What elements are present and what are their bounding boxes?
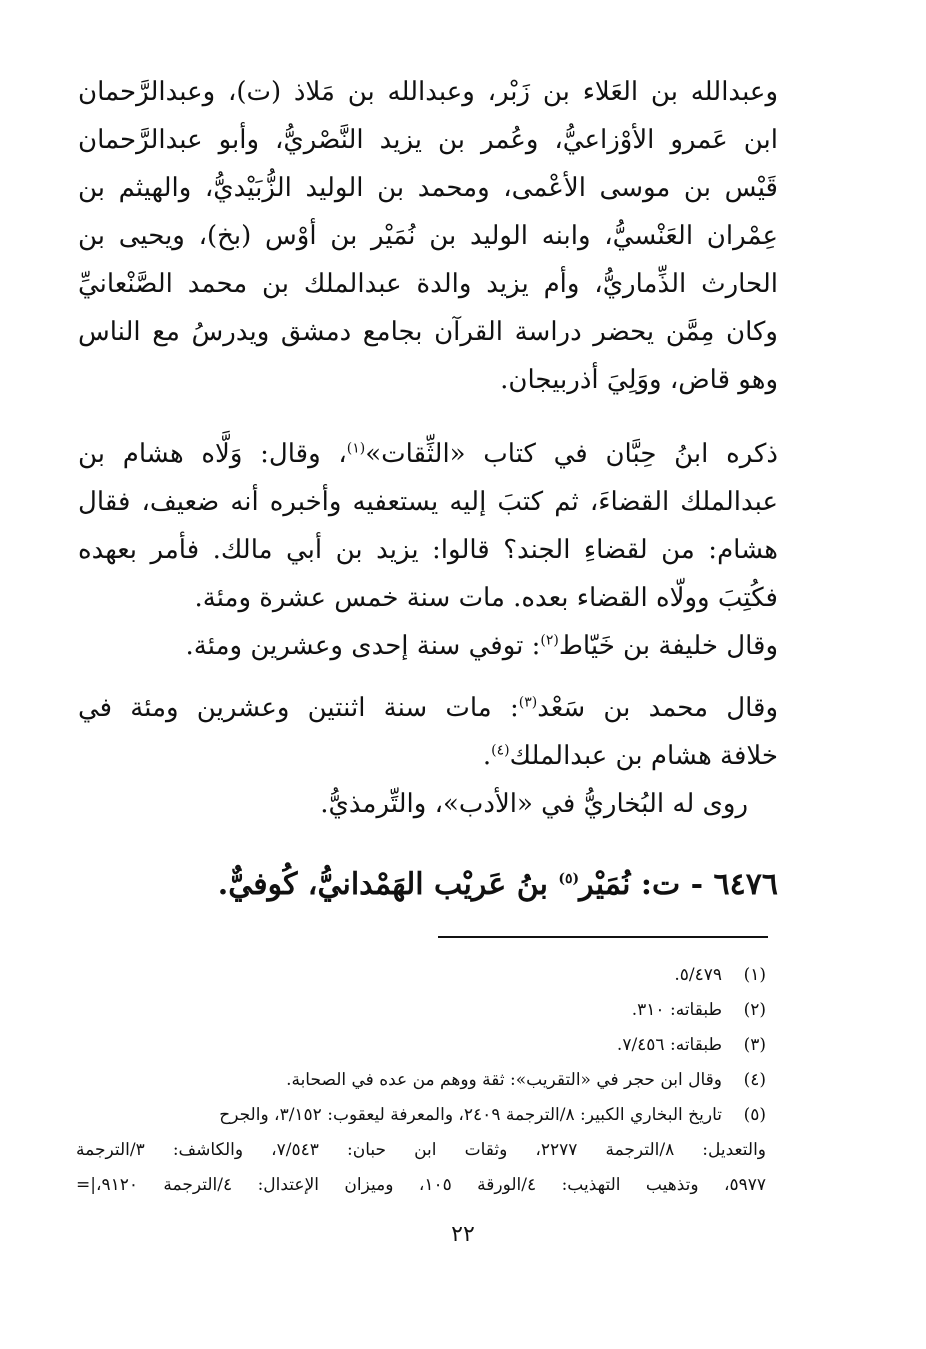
footnote-continuation: ٥٩٧٧، وتذهيب التهذيب: ٤/الورقة ١٠٥، وميزان الإعتدال: ٤/الترجمة ٩١٢٠،|= (76, 1175, 766, 1195)
footnote-ref: (٥) (558, 871, 580, 887)
text-line (78, 684, 778, 732)
biography-paragraph (78, 68, 778, 404)
page-number: ٢٢ (451, 1222, 475, 1247)
text-line (78, 622, 778, 670)
footnote-number: (٤) (743, 1070, 766, 1090)
footnote (76, 993, 766, 1028)
footnote-ref: (٣) (518, 694, 538, 711)
text-segment: خلافة هشام بن عبدالملك (509, 741, 778, 771)
footnote-number: (٣) (743, 1035, 766, 1055)
footnote-ref: (٢) (540, 632, 559, 649)
entry-description: بنُ عَريْب الهَمْدانيُّ، كُوفيٌّ. (217, 867, 559, 902)
text-segment: وقال محمد بن سَعْد (537, 693, 779, 723)
entry-heading (78, 860, 778, 910)
text-line: هشام: من لقضاءِ الجند؟ قالوا: يزيد بن أبي مالك. فأمر بعهده (78, 535, 778, 565)
footnote-ref: (٤) (491, 742, 510, 759)
text-segment: . (482, 741, 492, 771)
text-line: عبدالملك القضاءَ، ثم كتبَ إليه يستعفيه وأخبره أنه ضعيف، فقال (78, 487, 778, 517)
text-segment: وقال خليفة بن خَيّاط (558, 631, 778, 661)
text-line (78, 430, 778, 478)
footnote-text: وقال ابن حجر في «التقريب»: ثقة ووهم من عده في الصحابة. (286, 1070, 722, 1090)
text-line: فكُتِبَ وولّاه القضاء بعده. مات سنة خمس عشرة ومئة. (194, 583, 778, 613)
footnote-divider (438, 936, 768, 938)
footnote-number: (٢) (743, 1000, 766, 1020)
text-segment: : توفي سنة إحدى وعشرين ومئة. (185, 631, 541, 661)
commentary-paragraph (78, 430, 778, 828)
text-line: روى له البُخاريُّ في «الأدب»، والتِّرمذيُّ. (320, 789, 748, 819)
footnote (76, 1098, 766, 1133)
text-line: وعبدالله بن العَلاء بن زَبْر، وعبدالله بن مَلاذ (ت)، وعبدالرَّحمان (78, 77, 778, 107)
footnote-ref: (١) (346, 440, 366, 457)
text-line: قَيْس بن موسى الأعْمى، ومحمد بن الوليد الزُّبَيْديُّ، والهيثم بن (78, 173, 778, 203)
text-segment: ، وقال: وَلَّاه هشام بن (78, 439, 347, 469)
text-line (78, 732, 778, 780)
text-line: وهو قاض، ووَلِيَ أذربيجان. (500, 365, 778, 395)
footnote-continuation: والتعديل: ٨/الترجمة ٢٢٧٧، وثقات ابن حبان: ٧/٥٤٣، والكاشف: ٣/الترجمة (76, 1140, 766, 1160)
footnote (76, 958, 766, 993)
footnote-number: (٥) (743, 1105, 766, 1125)
footnote-text: ٥/٤٧٩. (674, 965, 722, 985)
footnotes (76, 958, 766, 1203)
footnote-text: تاريخ البخاري الكبير: ٨/الترجمة ٢٤٠٩، والمعرفة ليعقوب: ٣/١٥٢، والجرح (219, 1105, 722, 1125)
text-line: عِمْران العَنْسيُّ، وابنه الوليد بن نُمَيْر بن أوْس (بخ)، ويحيى بن (78, 221, 778, 251)
text-line: وكان مِمَّن يحضر دراسة القرآن بجامع دمشق ويدرسُ مع الناس (78, 317, 778, 347)
text-segment: ذكره ابنُ حِبَّان في كتاب «الثِّقات» (365, 439, 778, 469)
text-line: ابن عَمرو الأوْزاعيُّ، وعُمر بن يزيد النَّصْريُّ، وأبو عبدالرَّحمان (78, 125, 778, 155)
entry-number-name: ٦٤٧٦ - ت: نُمَيْر (579, 867, 778, 902)
footnote (76, 1028, 766, 1063)
footnote-text: طبقاته: ٧/٤٥٦. (616, 1035, 722, 1055)
text-segment: : مات سنة اثنتين وعشرين ومئة في (78, 693, 519, 723)
text-line: الحارث الذِّماريُّ، وأم يزيد والدة عبدالملك بن محمد الصَّنْعانيِّ (78, 269, 778, 299)
footnote-text: طبقاته: ٣١٠. (631, 1000, 722, 1020)
footnote (76, 1063, 766, 1098)
footnote-number: (١) (743, 965, 766, 985)
